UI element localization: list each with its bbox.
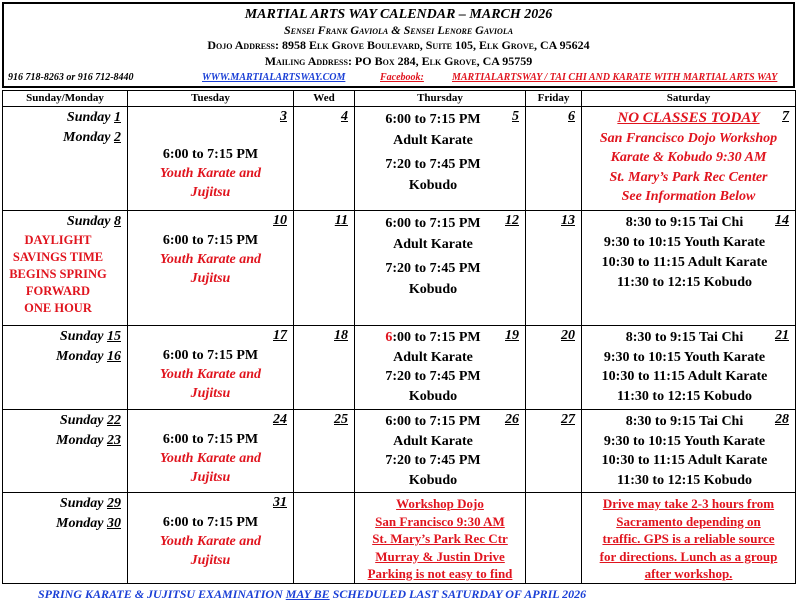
class-name: Youth Karate and — [159, 451, 262, 466]
class-schedule-line: 8:30 to 9:15 Tai Chi — [625, 414, 744, 429]
class-time: 7:20 to 7:45 PM — [385, 369, 481, 384]
day-number: 18 — [334, 328, 348, 343]
note-line: SAVINGS TIME — [12, 250, 104, 264]
saturday-cell — [582, 493, 796, 584]
day-label: Monday — [56, 349, 107, 364]
dojo-address: Dojo Address: 8958 Elk Grove Boulevard, Suite 105, Elk Grove, CA 95624 — [207, 38, 590, 52]
calendar-grid — [2, 90, 796, 584]
wednesday-cell — [294, 493, 355, 584]
day-number: 23 — [107, 433, 121, 448]
class-name: Jujitsu — [190, 470, 231, 485]
day-number: 15 — [107, 329, 121, 344]
day-number: 2 — [114, 130, 121, 145]
note-line: BEGINS SPRING — [9, 267, 107, 281]
day-number: 13 — [561, 213, 575, 228]
day-number: 12 — [505, 213, 519, 228]
no-classes-notice: NO CLASSES TODAY — [617, 110, 760, 126]
day-number: 21 — [775, 328, 789, 343]
note-line: ONE HOUR — [24, 301, 92, 315]
workshop-info-line: San Francisco 9:30 AM — [375, 513, 505, 529]
col-header-tuesday: Tuesday — [128, 91, 294, 107]
class-schedule-line: 11:30 to 12:15 Kobudo — [617, 472, 752, 488]
class-name: Jujitsu — [190, 553, 231, 568]
class-schedule-line: 9:30 to 10:15 Youth Karate — [603, 433, 766, 449]
day-label: Monday — [63, 130, 114, 145]
day-label: Sunday — [59, 329, 107, 344]
workshop-line: St. Mary’s Park Rec Center — [609, 169, 768, 185]
class-name: Jujitsu — [190, 386, 231, 401]
day-number: 26 — [505, 412, 519, 427]
note-line: FORWARD — [25, 284, 91, 298]
workshop-line: San Francisco Dojo Workshop — [599, 130, 778, 146]
day-number: 22 — [107, 413, 121, 428]
day-number: 29 — [107, 496, 121, 511]
day-number: 5 — [512, 109, 519, 124]
week-row — [3, 211, 796, 326]
class-schedule-line: 8:30 to 9:15 Tai Chi — [625, 215, 744, 230]
class-schedule-line: 11:30 to 12:15 Kobudo — [617, 388, 752, 404]
class-name: Kobudo — [408, 178, 458, 193]
week-row — [3, 107, 796, 211]
week-row — [3, 493, 796, 584]
thursday-cell — [355, 493, 526, 584]
saturday-cell — [582, 410, 796, 493]
senseis-line: Sensei Frank Gaviola & Sensei Lenore Gaviola — [283, 23, 514, 37]
sunmon-cell — [3, 211, 128, 326]
day-number: 25 — [334, 412, 348, 427]
class-schedule-line: 11:30 to 12:15 Kobudo — [617, 275, 752, 290]
sunmon-cell — [3, 493, 128, 584]
day-number: 16 — [107, 349, 121, 364]
class-time: 7:20 to 7:45 PM — [385, 453, 481, 468]
sunmon-cell — [3, 410, 128, 493]
class-schedule-line: 10:30 to 11:15 Adult Karate — [601, 369, 768, 384]
footer-emphasis: MAY BE — [285, 587, 330, 601]
time-digit: 6 — [385, 330, 393, 345]
class-name: Kobudo — [408, 472, 458, 488]
day-number: 27 — [561, 412, 575, 427]
class-time: 6:00 to 7:15 PM — [385, 216, 481, 231]
friday-cell — [526, 326, 582, 410]
time-rest: :00 to 7:15 PM — [392, 330, 481, 345]
sunmon-cell — [3, 326, 128, 410]
calendar-header — [2, 2, 795, 88]
day-number: 28 — [775, 412, 789, 427]
tuesday-cell — [128, 326, 294, 410]
day-label: Monday — [56, 516, 107, 531]
class-time: 6:00 to 7:15 PM — [385, 414, 481, 429]
day-label: Sunday — [66, 110, 114, 125]
day-number: 19 — [505, 328, 519, 343]
wednesday-cell — [294, 107, 355, 211]
class-schedule-line: 8:30 to 9:15 Tai Chi — [625, 330, 744, 345]
day-number: 14 — [775, 213, 789, 228]
travel-info-line: Sacramento depending on — [616, 513, 761, 529]
class-schedule-line: 10:30 to 11:15 Adult Karate — [601, 255, 768, 270]
wednesday-cell — [294, 410, 355, 493]
saturday-cell — [582, 326, 796, 410]
class-name: Youth Karate and — [159, 534, 262, 549]
saturday-cell — [582, 107, 796, 211]
day-number: 17 — [273, 328, 287, 343]
col-header-friday: Friday — [526, 91, 582, 107]
class-time — [355, 328, 511, 348]
exam-footer-note — [38, 587, 586, 602]
class-name: Jujitsu — [190, 271, 231, 286]
facebook-label: Facebook: — [380, 72, 424, 83]
travel-info-line: Drive may take 2-3 hours from — [602, 496, 775, 511]
wednesday-cell — [294, 211, 355, 326]
class-time: 6:00 to 7:15 PM — [162, 233, 259, 248]
thursday-cell — [355, 410, 526, 493]
facebook-link[interactable]: MARTIALARTSWAY / TAI CHI AND KARATE WITH MARTIAL ARTS WAY — [452, 72, 778, 83]
day-number: 6 — [568, 109, 575, 124]
class-name: Youth Karate and — [159, 166, 262, 181]
friday-cell — [526, 211, 582, 326]
col-header-sunday-monday: Sunday/Monday — [3, 91, 128, 107]
thursday-cell — [355, 211, 526, 326]
daylight-savings-note — [3, 232, 127, 317]
day-number: 20 — [561, 328, 575, 343]
column-header-row — [3, 91, 796, 107]
class-time: 6:00 to 7:15 PM — [162, 348, 259, 363]
day-number: 3 — [280, 109, 287, 124]
class-time: 6:00 to 7:15 PM — [162, 515, 259, 530]
class-schedule-line: 10:30 to 11:15 Adult Karate — [601, 453, 768, 468]
class-time: 6:00 to 7:15 PM — [385, 112, 481, 127]
day-number: 1 — [114, 110, 121, 125]
day-number: 30 — [107, 516, 121, 531]
footer-text: SCHEDULED LAST SATURDAY OF APRIL 2026 — [329, 587, 587, 601]
day-label: Monday — [56, 433, 107, 448]
thursday-cell — [355, 107, 526, 211]
tuesday-cell — [128, 211, 294, 326]
website-link[interactable]: WWW.MARTIALARTSWAY.COM — [202, 72, 346, 83]
saturday-cell — [582, 211, 796, 326]
day-number: 24 — [273, 412, 287, 427]
day-number: 7 — [782, 109, 789, 124]
workshop-info-line: Murray & Justin Drive — [375, 548, 505, 564]
workshop-info-line: Parking is not easy to find — [367, 566, 513, 581]
day-number: 8 — [114, 214, 121, 229]
friday-cell — [526, 410, 582, 493]
class-name: Adult Karate — [393, 433, 473, 449]
calendar-title: MARTIAL ARTS WAY CALENDAR – MARCH 2026 — [244, 7, 553, 22]
tuesday-cell — [128, 493, 294, 584]
class-name: Youth Karate and — [159, 367, 262, 382]
day-number: 31 — [273, 495, 287, 510]
travel-info-line: traffic. GPS is a reliable source — [602, 531, 775, 546]
class-name: Adult Karate — [393, 133, 473, 148]
col-header-saturday: Saturday — [582, 91, 796, 107]
day-number: 11 — [334, 213, 348, 228]
day-label: Sunday — [59, 496, 107, 511]
day-label: Sunday — [66, 214, 114, 229]
mailing-address: Mailing Address: PO Box 284, Elk Grove, CA 95759 — [264, 54, 533, 68]
class-schedule-line: 9:30 to 10:15 Youth Karate — [603, 349, 766, 365]
tuesday-cell — [128, 107, 294, 211]
wednesday-cell — [294, 326, 355, 410]
class-time: 7:20 to 7:45 PM — [385, 157, 481, 172]
workshop-info-line: St. Mary’s Park Rec Ctr — [372, 531, 508, 546]
class-time: 7:20 to 7:45 PM — [385, 261, 481, 276]
workshop-info-line: Workshop Dojo — [396, 496, 484, 511]
class-name: Jujitsu — [190, 185, 231, 200]
day-label: Sunday — [59, 413, 107, 428]
class-name: Adult Karate — [393, 349, 473, 365]
class-name: Youth Karate and — [159, 252, 262, 267]
col-header-thursday: Thursday — [355, 91, 526, 107]
friday-cell — [526, 107, 582, 211]
note-line: DAYLIGHT — [24, 233, 92, 247]
day-number: 10 — [273, 213, 287, 228]
week-row — [3, 326, 796, 410]
class-time: 6:00 to 7:15 PM — [162, 432, 259, 447]
week-row — [3, 410, 796, 493]
class-name: Adult Karate — [393, 237, 473, 252]
class-time: 6:00 to 7:15 PM — [162, 147, 259, 162]
workshop-line: See Information Below — [621, 189, 756, 204]
travel-info-line: for directions. Lunch as a group — [599, 548, 778, 564]
col-header-wednesday: Wed — [294, 91, 355, 107]
class-name: Kobudo — [408, 282, 458, 297]
class-name: Kobudo — [408, 388, 458, 404]
class-schedule-line: 9:30 to 10:15 Youth Karate — [603, 235, 766, 250]
tuesday-cell — [128, 410, 294, 493]
phone-numbers: 916 718-8263 or 916 712-8440 — [8, 72, 134, 83]
day-number: 4 — [341, 109, 348, 124]
thursday-cell — [355, 326, 526, 410]
sunmon-cell — [3, 107, 128, 211]
footer-text: SPRING KARATE & JUJITSU EXAMINATION — [38, 587, 286, 601]
travel-info-line: after workshop. — [644, 566, 733, 581]
friday-cell — [526, 493, 582, 584]
workshop-line: Karate & Kobudo 9:30 AM — [610, 150, 767, 165]
